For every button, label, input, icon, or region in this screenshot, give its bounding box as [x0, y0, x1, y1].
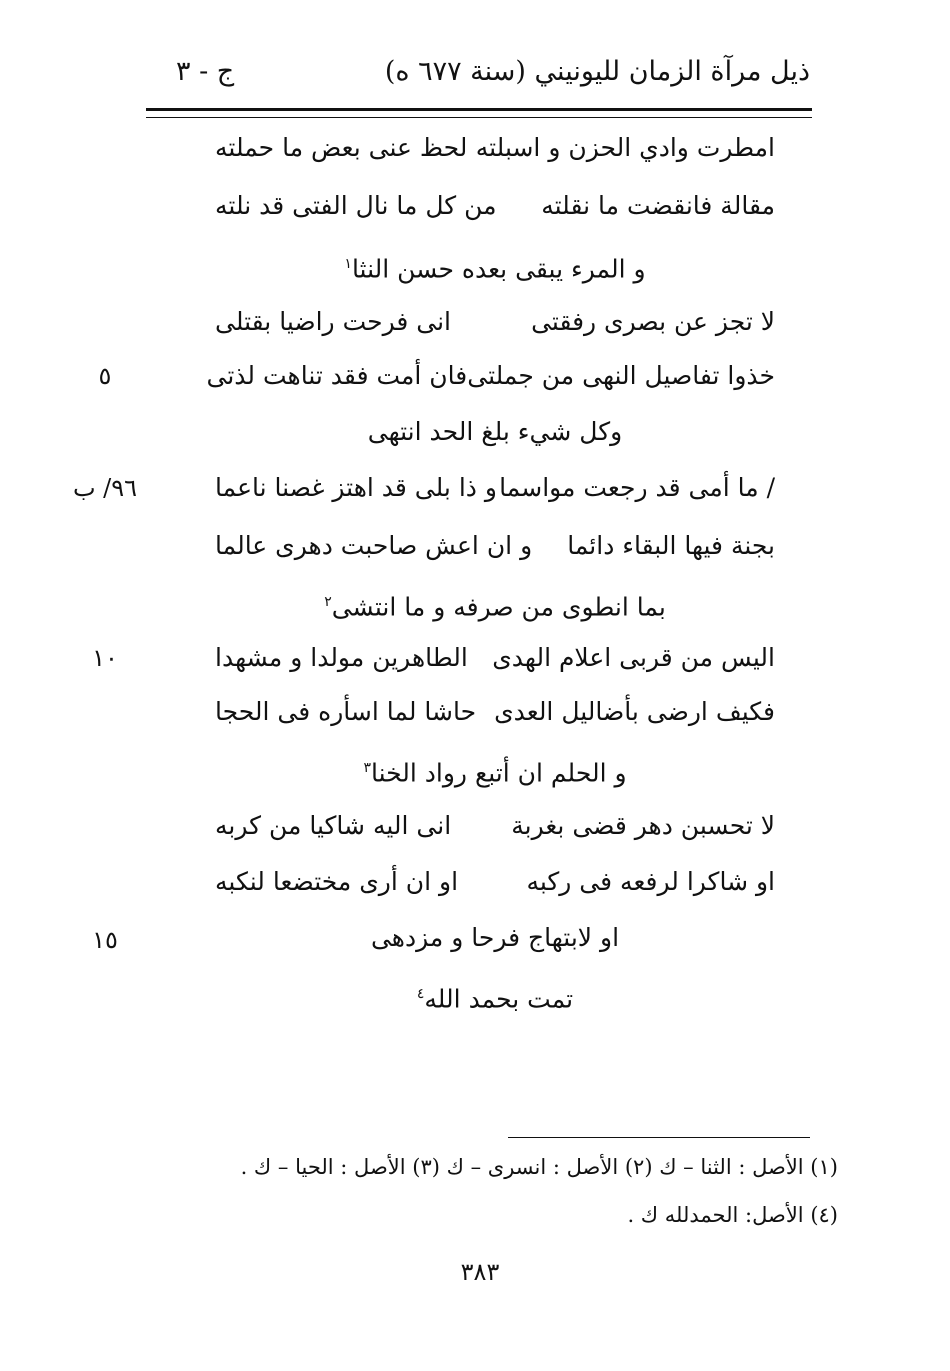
verse-refrain: [215, 920, 775, 956]
verse-hemistich-first: او شاكرا لرفعه فى ركبه: [526, 867, 775, 896]
page-number: ٣٨٣: [460, 1258, 500, 1286]
colophon-text: تمت بحمد الله: [424, 984, 574, 1014]
verse-hemistich-second: او ان أرى مختضعا لنكبه: [215, 867, 459, 896]
footnote-ref: ٤: [416, 986, 425, 1002]
verse-line: [215, 304, 775, 340]
verse-hemistich-second: من كل ما نال الفتى قد نلته: [215, 191, 497, 220]
footnote-line: (٤) الأصل: الحمدلله ك .: [627, 1203, 838, 1227]
folio-marker: ٩٦/ ب: [72, 474, 138, 502]
verse-line: [215, 130, 775, 166]
verse-refrain: [215, 584, 775, 625]
verse-hemistich-first: اليس من قربى اعلام الهدى: [492, 643, 775, 672]
line-number-15: ١٥: [92, 926, 118, 954]
verse-hemistich-first: / ما أمى قد رجعت مواسما: [499, 473, 775, 502]
verse-hemistich-first: امطرت وادي الحزن و اسبلته: [475, 133, 775, 162]
footnote-line: (١) الأصل : الثنا – ك (٢) الأصل : انسرى – ك (٣) الأصل : الحيا – ك .: [240, 1155, 838, 1179]
verse-line: [215, 470, 775, 506]
verse-line: [215, 188, 775, 224]
volume-label: ج - ٣: [176, 56, 235, 87]
refrain-text: بما انطوى من صرفه و ما انتشى: [331, 592, 666, 622]
verse-refrain: [215, 414, 775, 450]
verse-line: [215, 528, 775, 564]
refrain-text: و الحلم ان أتبع رواد الخنا: [370, 758, 627, 788]
verse-hemistich-second: و ان اعش صاحبت دهرى عالما: [215, 531, 533, 560]
refrain-text: و المرء يبقى بعده حسن النثا: [351, 254, 646, 284]
refrain-text: وكل شيء بلغ الحد انتهى: [367, 417, 623, 446]
verse-hemistich-second: انى اليه شاكيا من كربه: [215, 811, 452, 840]
verse-hemistich-first: بجنة فيها البقاء دائما: [567, 531, 775, 560]
verse-hemistich-second: لحظ عنى بعض ما حملته: [215, 133, 468, 162]
header-rule-thin: [146, 117, 812, 118]
verse-hemistich-second: الطاهرين مولدا و مشهدا: [215, 643, 468, 672]
header-rule-thick: [146, 108, 812, 111]
colophon: [215, 976, 775, 1017]
refrain-text: او لابتهاج فرحا و مزدهى: [370, 923, 620, 952]
verse-hemistich-first: خذوا تفاصيل النهى من جملتى: [467, 361, 775, 390]
verse-hemistich-first: مقالة فانقضت ما نقلته: [541, 191, 775, 220]
footnote-ref: ٢: [324, 594, 332, 610]
line-number-10: ١٠: [92, 644, 118, 672]
verse-line: [206, 358, 775, 394]
verse-hemistich-first: فكيف ارضى بأضاليل العدى: [494, 697, 775, 726]
verse-line: [215, 864, 775, 900]
verse-hemistich-first: لا تحسبن دهر قضى بغربة: [511, 811, 775, 840]
verse-refrain: [215, 246, 775, 287]
verse-hemistich-second: انى فرحت راضيا بقتلى: [215, 307, 451, 336]
verse-hemistich-second: حاشا لما اسأره فى الحجا: [215, 697, 477, 726]
verse-hemistich-second: فان أمت فقد تناهت لذتى: [206, 361, 468, 390]
verse-hemistich-second: و ذا بلى قد اهتز غصنا ناعما: [215, 473, 497, 502]
footnote-ref: ٣: [363, 760, 371, 776]
verse-line: [215, 640, 775, 676]
verse-line: [215, 694, 775, 730]
verse-line: [215, 808, 775, 844]
line-number-5: ٥: [98, 362, 112, 390]
footnote-separator: [508, 1137, 810, 1138]
footnote-ref: ١: [344, 256, 352, 272]
verse-hemistich-first: لا تجز عن بصرى رفقتى: [531, 307, 775, 336]
running-title: ذيل مرآة الزمان لليونيني (سنة ٦٧٧ ه): [384, 56, 810, 87]
verse-refrain: [215, 750, 775, 791]
